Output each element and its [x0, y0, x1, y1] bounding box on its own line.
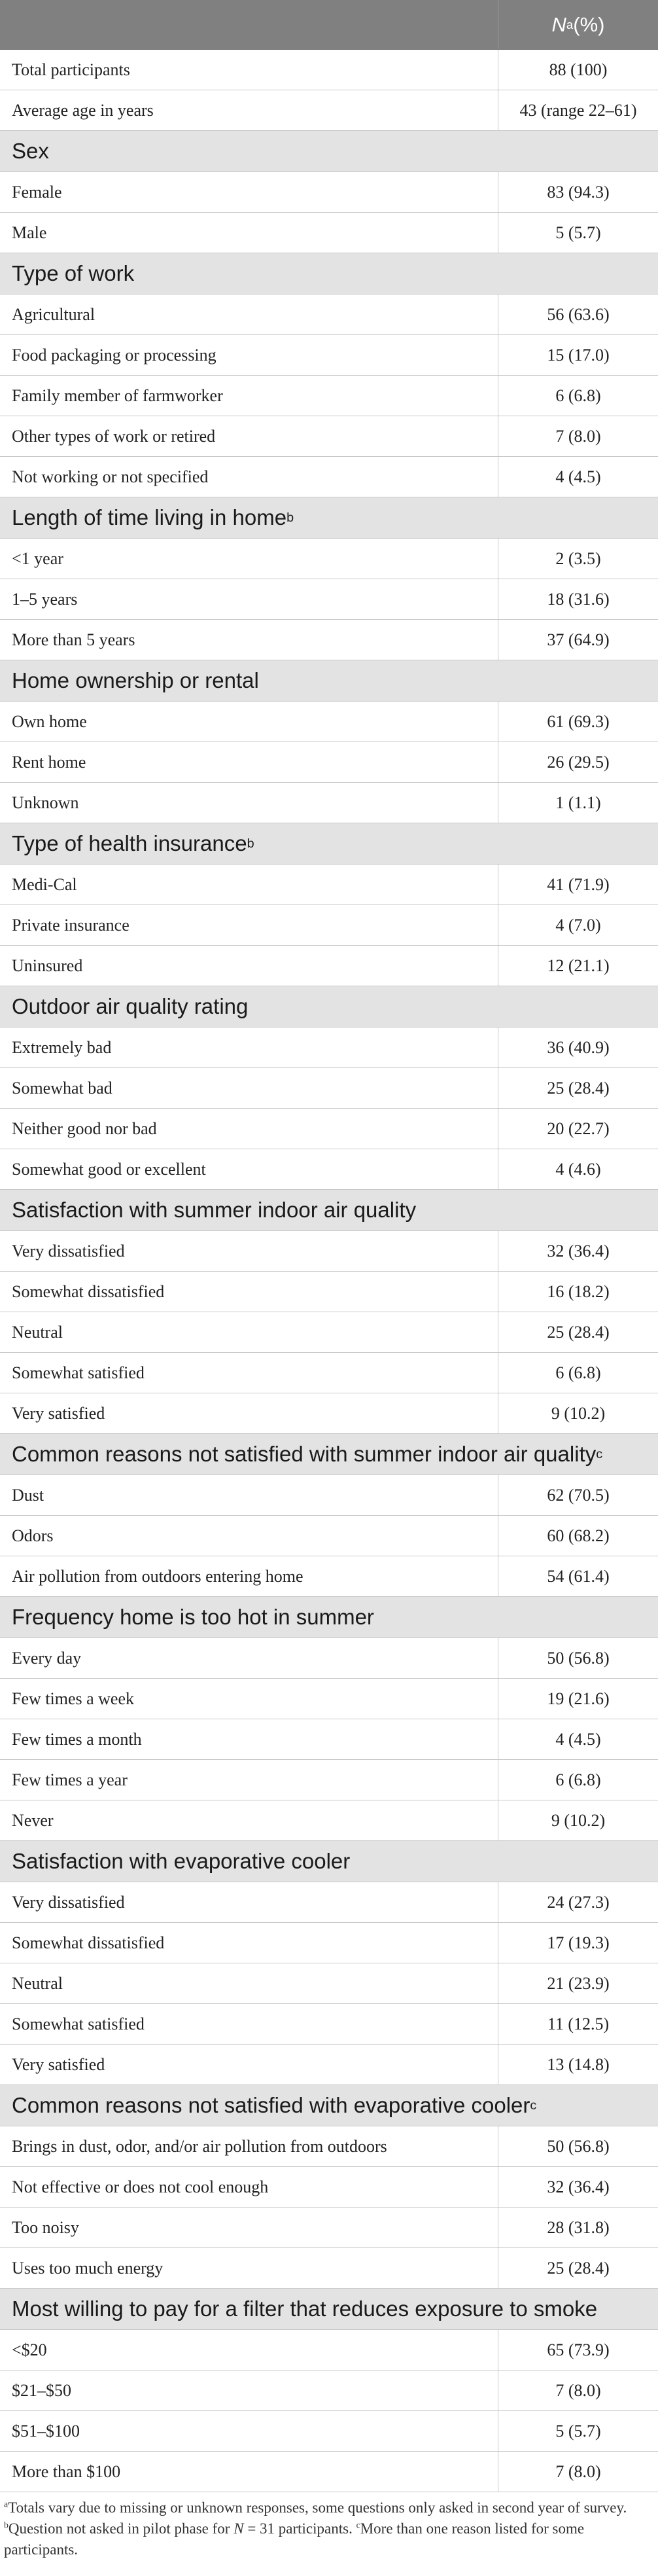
table-row — [0, 1149, 658, 1190]
row-value: 21 (23.9) — [547, 1973, 610, 1993]
table-row — [0, 1556, 658, 1597]
row-value: 19 (21.6) — [547, 1689, 610, 1708]
section-header-row — [0, 986, 658, 1028]
table-row — [0, 2208, 658, 2248]
table-row — [0, 2452, 658, 2492]
row-label: Private insurance — [0, 905, 498, 945]
row-value: 7 (8.0) — [555, 2380, 601, 2400]
table-row — [0, 1800, 658, 1841]
table-row — [0, 2248, 658, 2289]
table-row — [0, 1028, 658, 1068]
row-label: Male — [0, 213, 498, 253]
footnote-b-n: N — [234, 2520, 244, 2537]
section-title: Sex — [12, 139, 49, 163]
section-header-cell: Type of health insurance b — [12, 831, 254, 855]
row-value: 5 (5.7) — [555, 2421, 601, 2441]
row-value: 28 (31.8) — [547, 2217, 610, 2237]
row-label: Somewhat good or excellent — [0, 1149, 498, 1189]
table-row — [0, 865, 658, 905]
section-header-row — [0, 131, 658, 172]
section-header-row — [0, 2085, 658, 2126]
row-value: 7 (8.0) — [555, 2461, 601, 2481]
row-label: Uses too much energy — [0, 2248, 498, 2288]
section-header-cell: Common reasons not satisfied with evaporative cooler c — [12, 2093, 537, 2117]
row-label: Few times a week — [0, 1679, 498, 1719]
table-row — [0, 579, 658, 620]
row-value: 61 (69.3) — [547, 711, 610, 731]
table-row — [0, 1272, 658, 1312]
row-value: 83 (94.3) — [547, 182, 610, 202]
table-row — [0, 172, 658, 213]
row-label: More than $100 — [0, 2452, 498, 2492]
footnote-a-text: Totals vary due to missing or unknown responses, some questions only asked in second year of survey. — [8, 2499, 627, 2516]
footnote-paragraph — [4, 2497, 654, 2560]
row-value: 25 (28.4) — [547, 2258, 610, 2278]
table-row — [0, 1068, 658, 1109]
table-row — [0, 2004, 658, 2045]
table-row — [0, 1760, 658, 1800]
row-value: 25 (28.4) — [547, 1078, 610, 1098]
table-row — [0, 1963, 658, 2004]
table-row — [0, 1882, 658, 1923]
row-label: Female — [0, 172, 498, 212]
row-value: 62 (70.5) — [547, 1485, 610, 1505]
table-row — [0, 50, 658, 90]
table-row — [0, 416, 658, 457]
table-row — [0, 2330, 658, 2370]
footnote-c-text: More than one reason listed for some participants. — [4, 2520, 585, 2558]
row-label: Somewhat dissatisfied — [0, 1923, 498, 1963]
section-title: Type of work — [12, 261, 135, 285]
row-value: 13 (14.8) — [547, 2054, 610, 2074]
section-title: Common reasons not satisfied with summer indoor air quality — [12, 1442, 597, 1466]
table-row — [0, 1393, 658, 1434]
section-header-cell: Common reasons not satisfied with summer indoor air quality c — [12, 1442, 603, 1466]
row-label: Family member of farmworker — [0, 376, 498, 416]
row-value: 4 (4.5) — [555, 1729, 601, 1749]
row-value: 2 (3.5) — [555, 548, 601, 568]
section-title: Common reasons not satisfied with evaporative cooler — [12, 2093, 530, 2117]
header-n-percent: N a (%) — [551, 12, 605, 36]
table-row — [0, 2167, 658, 2208]
row-label: Never — [0, 1800, 498, 1840]
section-title: Home ownership or rental — [12, 668, 259, 692]
row-value: 41 (71.9) — [547, 874, 610, 894]
row-value: 26 (29.5) — [547, 752, 610, 772]
row-label: Every day — [0, 1638, 498, 1678]
table-row — [0, 2411, 658, 2452]
row-value: 65 (73.9) — [547, 2340, 610, 2359]
footnote-b-mark: b — [4, 2520, 9, 2530]
row-label: Uninsured — [0, 946, 498, 986]
section-header-row — [0, 1841, 658, 1882]
table-body — [0, 50, 658, 2492]
row-label: Extremely bad — [0, 1028, 498, 1067]
row-label: Very dissatisfied — [0, 1231, 498, 1271]
section-header-row — [0, 1190, 658, 1231]
table-row — [0, 1719, 658, 1760]
row-label: <$20 — [0, 2330, 498, 2370]
row-label: Medi-Cal — [0, 865, 498, 904]
section-header-cell — [0, 253, 658, 294]
section-header-row — [0, 660, 658, 702]
row-label: Somewhat satisfied — [0, 2004, 498, 2044]
table-row — [0, 1679, 658, 1719]
row-label: $21–$50 — [0, 2370, 498, 2410]
table-row — [0, 702, 658, 742]
table-row — [0, 946, 658, 986]
header-n-symbol: N — [551, 12, 566, 36]
section-header-row — [0, 253, 658, 295]
row-value: 32 (36.4) — [547, 1241, 610, 1261]
row-label: Other types of work or retired — [0, 416, 498, 456]
table-row — [0, 783, 658, 823]
table-footnotes — [0, 2497, 654, 2560]
section-title: Frequency home is too hot in summer — [12, 1605, 374, 1629]
row-label: Too noisy — [0, 2208, 498, 2247]
row-label: Rent home — [0, 742, 498, 782]
row-label: Own home — [0, 702, 498, 742]
section-header-row — [0, 1434, 658, 1475]
header-blank-cell — [0, 0, 498, 49]
row-label: Air pollution from outdoors entering home — [0, 1556, 498, 1596]
row-value: 6 (6.8) — [555, 1770, 601, 1789]
row-value: 32 (36.4) — [547, 2177, 610, 2196]
row-value: 17 (19.3) — [547, 1933, 610, 1952]
table-row — [0, 376, 658, 416]
table-row — [0, 213, 658, 253]
section-header-row — [0, 823, 658, 865]
table-row — [0, 1475, 658, 1516]
row-label: Neutral — [0, 1312, 498, 1352]
row-value: 7 (8.0) — [555, 426, 601, 446]
row-value: 6 (6.8) — [555, 385, 601, 405]
section-header-cell — [0, 1597, 658, 1637]
row-label: Average age in years — [0, 90, 498, 130]
table-row — [0, 457, 658, 497]
row-label: Very dissatisfied — [0, 1882, 498, 1922]
row-value: 37 (64.9) — [547, 630, 610, 649]
row-value: 6 (6.8) — [555, 1363, 601, 1382]
section-header-cell: Length of time living in home b — [12, 505, 294, 529]
row-value: 43 (range 22–61) — [519, 100, 637, 120]
row-label: Not working or not specified — [0, 457, 498, 497]
row-label: Somewhat dissatisfied — [0, 1272, 498, 1312]
row-value: 1 (1.1) — [555, 793, 601, 812]
section-header-cell — [0, 660, 658, 701]
row-label: Not effective or does not cool enough — [0, 2167, 498, 2207]
row-label: Few times a year — [0, 1760, 498, 1800]
row-value: 20 (22.7) — [547, 1118, 610, 1138]
row-label: Unknown — [0, 783, 498, 823]
row-label: Neutral — [0, 1963, 498, 2003]
row-label: Total participants — [0, 50, 498, 90]
table-row — [0, 90, 658, 131]
section-title: Outdoor air quality rating — [12, 994, 249, 1018]
table-row — [0, 2126, 658, 2167]
table-row — [0, 335, 658, 376]
section-header-row — [0, 2289, 658, 2330]
table-row — [0, 1312, 658, 1353]
row-value: 24 (27.3) — [547, 1892, 610, 1912]
row-value: 50 (56.8) — [547, 2136, 610, 2156]
row-label: Very satisfied — [0, 2045, 498, 2084]
footnote-b-text-2: = 31 participants. — [243, 2520, 356, 2537]
row-label: $51–$100 — [0, 2411, 498, 2451]
section-header-cell — [0, 131, 658, 171]
row-label: <1 year — [0, 539, 498, 579]
section-header-cell — [0, 1841, 658, 1882]
row-value: 54 (61.4) — [547, 1566, 610, 1586]
section-header-row — [0, 497, 658, 539]
row-label: Odors — [0, 1516, 498, 1556]
row-label: 1–5 years — [0, 579, 498, 619]
table-header-row — [0, 0, 658, 50]
row-value: 88 (100) — [549, 60, 608, 79]
row-label: Food packaging or processing — [0, 335, 498, 375]
row-label: Agricultural — [0, 295, 498, 334]
section-title: Most willing to pay for a filter that reduces exposure to smoke — [12, 2297, 598, 2321]
row-label: Somewhat bad — [0, 1068, 498, 1108]
row-value: 15 (17.0) — [547, 345, 610, 365]
table-row — [0, 2370, 658, 2411]
row-label: Few times a month — [0, 1719, 498, 1759]
row-value: 5 (5.7) — [555, 223, 601, 242]
header-percent-label: (%) — [573, 12, 605, 36]
table-row — [0, 620, 658, 660]
table-row — [0, 2045, 658, 2085]
row-value: 56 (63.6) — [547, 304, 610, 324]
table-row — [0, 539, 658, 579]
row-value: 12 (21.1) — [547, 956, 610, 975]
section-header-cell — [0, 2289, 658, 2329]
row-label: Neither good nor bad — [0, 1109, 498, 1149]
row-value: 18 (31.6) — [547, 589, 610, 609]
table-row — [0, 1923, 658, 1963]
table-row — [0, 742, 658, 783]
table-row — [0, 295, 658, 335]
table-row — [0, 1231, 658, 1272]
row-label: Dust — [0, 1475, 498, 1515]
row-label: Very satisfied — [0, 1393, 498, 1433]
footnote-c-mark: c — [356, 2520, 360, 2530]
row-value: 11 (12.5) — [547, 2014, 610, 2033]
section-title: Length of time living in home — [12, 505, 287, 529]
row-value: 16 (18.2) — [547, 1281, 610, 1301]
section-title: Satisfaction with summer indoor air quality — [12, 1198, 417, 1222]
section-header-row — [0, 1597, 658, 1638]
row-value: 4 (7.0) — [555, 915, 601, 935]
table-row — [0, 1516, 658, 1556]
section-header-cell — [0, 986, 658, 1027]
row-label: More than 5 years — [0, 620, 498, 660]
row-value: 60 (68.2) — [547, 1526, 610, 1545]
row-value: 50 (56.8) — [547, 1648, 610, 1668]
row-value: 4 (4.5) — [555, 467, 601, 486]
table-row — [0, 1638, 658, 1679]
footnote-b-text-1: Question not asked in pilot phase for — [8, 2520, 234, 2537]
row-value: 9 (10.2) — [551, 1810, 606, 1830]
table-row — [0, 905, 658, 946]
section-title: Satisfaction with evaporative cooler — [12, 1849, 351, 1873]
row-label: Brings in dust, odor, and/or air pollution from outdoors — [0, 2126, 498, 2166]
footnote-a-mark: a — [4, 2499, 9, 2509]
row-value: 25 (28.4) — [547, 1322, 610, 1342]
row-value: 4 (4.6) — [555, 1159, 601, 1179]
row-value: 9 (10.2) — [551, 1403, 606, 1423]
table-row — [0, 1353, 658, 1393]
row-value: 36 (40.9) — [547, 1037, 610, 1057]
table-row — [0, 1109, 658, 1149]
section-title: Type of health insurance — [12, 831, 247, 855]
section-header-cell — [0, 1190, 658, 1230]
row-label: Somewhat satisfied — [0, 1353, 498, 1393]
